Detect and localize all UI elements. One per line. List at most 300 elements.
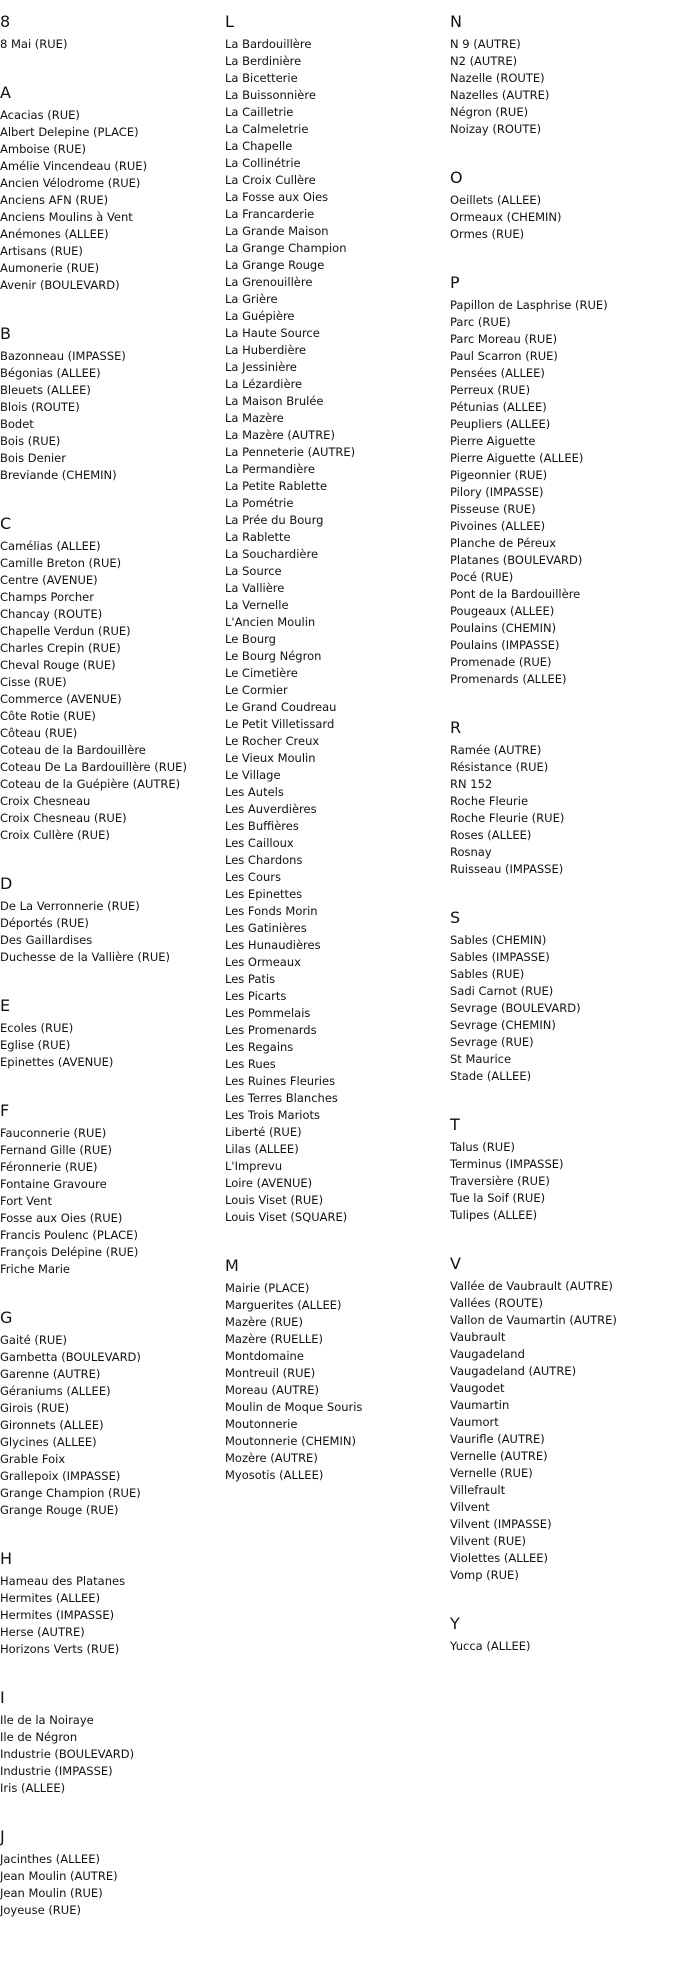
street-item[interactable]: Garenne (AUTRE) [0, 1367, 101, 1381]
street-item[interactable]: Anciens Moulins à Vent [0, 210, 133, 224]
letter-heading: J [0, 1827, 5, 1846]
street-item[interactable]: Pensées (ALLEE) [450, 366, 545, 380]
street-item[interactable]: Chancay (ROUTE) [0, 607, 103, 621]
street-item[interactable]: La Mazère (AUTRE) [225, 428, 335, 442]
street-item[interactable]: Promenards (ALLEE) [450, 672, 567, 686]
letter-heading: N [450, 12, 462, 31]
street-item[interactable]: Vilvent (RUE) [450, 1534, 526, 1548]
street-item[interactable]: Fernand Gille (RUE) [0, 1143, 113, 1157]
street-item[interactable]: Vallées (ROUTE) [450, 1296, 543, 1310]
street-item[interactable]: Nazelles (AUTRE) [450, 88, 550, 102]
street-item[interactable]: Pilory (IMPASSE) [450, 485, 544, 499]
street-item[interactable]: Les Trois Mariots [225, 1108, 321, 1122]
street-item[interactable]: Myosotis (ALLEE) [225, 1468, 324, 1482]
street-item[interactable]: Mairie (PLACE) [225, 1281, 310, 1295]
street-item[interactable]: Cisse (RUE) [0, 675, 67, 689]
street-item[interactable]: La Francarderie [225, 207, 315, 221]
street-item[interactable]: Hermites (IMPASSE) [0, 1608, 115, 1622]
street-item[interactable]: Avenir (BOULEVARD) [0, 278, 120, 292]
street-item[interactable]: Côteau (RUE) [0, 726, 78, 740]
street-item[interactable]: Hameau des Platanes [0, 1574, 126, 1588]
street-item[interactable]: Promenade (RUE) [450, 655, 552, 669]
letter-heading: L [225, 12, 234, 31]
letter-heading: E [0, 996, 11, 1015]
street-item[interactable]: Vallon de Vaumartin (AUTRE) [450, 1313, 617, 1327]
street-item[interactable]: Roses (ALLEE) [450, 828, 532, 842]
street-item[interactable]: La Rablette [225, 530, 291, 544]
street-item[interactable]: La Vallière [225, 581, 285, 595]
street-item[interactable]: Pocé (RUE) [450, 570, 514, 584]
street-item[interactable]: Acacias (RUE) [0, 108, 80, 122]
street-item[interactable]: Pierre Aiguette (ALLEE) [450, 451, 584, 465]
street-item[interactable]: Les Epinettes [225, 887, 303, 901]
street-item[interactable]: Poulains (IMPASSE) [450, 638, 560, 652]
street-item[interactable]: Ruisseau (IMPASSE) [450, 862, 564, 876]
street-item[interactable]: Girois (RUE) [0, 1401, 70, 1415]
street-list [450, 1139, 670, 1224]
index-column-3 [450, 9, 670, 1682]
street-item[interactable]: Sables (CHEMIN) [450, 933, 547, 947]
letter-heading: A [0, 83, 11, 102]
street-item[interactable]: Le Bourg [225, 632, 276, 646]
street-item[interactable]: Liberté (RUE) [225, 1125, 302, 1139]
street-item[interactable]: Chapelle Verdun (RUE) [0, 624, 131, 638]
street-item[interactable]: Négron (RUE) [450, 105, 529, 119]
street-item[interactable]: Tue la Soif (RUE) [450, 1191, 546, 1205]
street-item[interactable]: La Lézardière [225, 377, 303, 391]
street-item[interactable]: Parc (RUE) [450, 315, 511, 329]
street-item[interactable]: Vaumort [450, 1415, 499, 1429]
street-list [450, 192, 670, 243]
street-list [225, 36, 440, 1226]
letter-section [0, 871, 215, 966]
street-item[interactable]: Le Grand Coudreau [225, 700, 337, 714]
street-item[interactable]: Sadi Carnot (RUE) [450, 984, 554, 998]
street-item[interactable]: Poulains (CHEMIN) [450, 621, 557, 635]
street-item[interactable]: Montdomaine [225, 1349, 304, 1363]
street-list [0, 348, 215, 484]
letter-section [450, 1611, 670, 1655]
street-item[interactable]: Les Autels [225, 785, 284, 799]
street-item[interactable]: Vaubrault [450, 1330, 506, 1344]
street-item[interactable]: La Mazère [225, 411, 284, 425]
street-item[interactable]: Vomp (RUE) [450, 1568, 519, 1582]
letter-section [0, 1098, 215, 1278]
street-list [0, 36, 215, 53]
letter-section [450, 1112, 670, 1224]
street-item[interactable]: Vaumartin [450, 1398, 510, 1412]
street-item[interactable]: Oeillets (ALLEE) [450, 193, 542, 207]
street-item[interactable]: Cheval Rouge (RUE) [0, 658, 116, 672]
street-item[interactable]: Le Bourg Négron [225, 649, 322, 663]
street-item[interactable]: Tulipes (ALLEE) [450, 1208, 538, 1222]
street-item[interactable]: La Souchardière [225, 547, 319, 561]
street-item[interactable]: La Fosse aux Oies [225, 190, 329, 204]
street-item[interactable]: Camille Breton (RUE) [0, 556, 122, 570]
street-item[interactable]: Roche Fleurie [450, 794, 529, 808]
street-item[interactable]: Les Buffières [225, 819, 299, 833]
street-list [0, 107, 215, 294]
street-item[interactable]: Grallepoix (IMPASSE) [0, 1469, 121, 1483]
street-item[interactable]: Coteau de la Bardouillère [0, 743, 146, 757]
street-item[interactable]: Blois (ROUTE) [0, 400, 80, 414]
street-item[interactable]: Moutonnerie (CHEMIN) [225, 1434, 356, 1448]
letter-heading: C [0, 514, 12, 533]
letter-section [450, 905, 670, 1085]
street-item[interactable]: Iris (ALLEE) [0, 1781, 66, 1795]
street-item[interactable]: Mazère (RUELLE) [225, 1332, 324, 1346]
street-item[interactable]: St Maurice [450, 1052, 512, 1066]
street-item[interactable]: Pont de la Bardouillère [450, 587, 581, 601]
street-item[interactable]: Amboise (RUE) [0, 142, 86, 156]
street-item[interactable]: Croix Chesneau (RUE) [0, 811, 127, 825]
street-item[interactable]: Platanes (BOULEVARD) [450, 553, 583, 567]
street-item[interactable]: Les Cailloux [225, 836, 294, 850]
letter-heading: I [0, 1688, 5, 1707]
street-item[interactable]: Le Vieux Moulin [225, 751, 316, 765]
street-list [450, 36, 670, 138]
letter-heading: 8 [0, 12, 11, 31]
street-item[interactable]: La Guépière [225, 309, 295, 323]
street-item[interactable]: Moreau (AUTRE) [225, 1383, 320, 1397]
street-item[interactable]: Résistance (RUE) [450, 760, 549, 774]
street-item[interactable]: Déportés (RUE) [0, 916, 89, 930]
street-item[interactable]: La Berdinière [225, 54, 302, 68]
street-item[interactable]: Coteau De La Bardouillère (RUE) [0, 760, 187, 774]
street-item[interactable]: Les Picarts [225, 989, 287, 1003]
street-list [0, 538, 215, 844]
street-item[interactable]: Montreuil (RUE) [225, 1366, 316, 1380]
letter-section [0, 511, 215, 844]
street-item[interactable]: Bois Denier [0, 451, 66, 465]
street-item[interactable]: La Bardouillère [225, 37, 312, 51]
street-item[interactable]: Jean Moulin (AUTRE) [0, 1869, 118, 1883]
street-item[interactable]: Villefrault [450, 1483, 506, 1497]
index-column-2 [225, 9, 440, 1511]
street-item[interactable]: Pierre Aiguette [450, 434, 536, 448]
street-item[interactable]: Les Regains [225, 1040, 294, 1054]
street-item[interactable]: Planche de Péreux [450, 536, 557, 550]
letter-heading: B [0, 324, 11, 343]
street-item[interactable]: Le Cimetière [225, 666, 298, 680]
street-item[interactable]: La Pométrie [225, 496, 294, 510]
street-item[interactable]: Mazère (RUE) [225, 1315, 303, 1329]
street-item[interactable]: Fort Vent [0, 1194, 52, 1208]
street-item[interactable]: Ile de la Noiraye [0, 1713, 94, 1727]
street-item[interactable]: Traversière (RUE) [450, 1174, 550, 1188]
street-item[interactable]: Ormes (RUE) [450, 227, 525, 241]
street-item[interactable]: Pigeonnier (RUE) [450, 468, 548, 482]
street-item[interactable]: Gironnets (ALLEE) [0, 1418, 104, 1432]
street-item[interactable]: Champs Porcher [0, 590, 94, 604]
street-item[interactable]: Jacinthes (ALLEE) [0, 1852, 100, 1866]
street-item[interactable]: Paul Scarron (RUE) [450, 349, 558, 363]
letter-section [0, 1824, 215, 1919]
street-item[interactable]: N 9 (AUTRE) [450, 37, 521, 51]
street-item[interactable]: Terminus (IMPASSE) [450, 1157, 564, 1171]
street-item[interactable]: La Haute Source [225, 326, 320, 340]
street-item[interactable]: Sables (RUE) [450, 967, 525, 981]
street-item[interactable]: Eglise (RUE) [0, 1038, 71, 1052]
street-item[interactable]: Le Petit Villetissard [225, 717, 335, 731]
street-item[interactable]: Louis Viset (SQUARE) [225, 1210, 348, 1224]
street-item[interactable]: Moutonnerie [225, 1417, 298, 1431]
street-item[interactable]: Duchesse de la Vallière (RUE) [0, 950, 171, 964]
street-item[interactable]: La Cailletrie [225, 105, 294, 119]
street-item[interactable]: Lilas (ALLEE) [225, 1142, 299, 1156]
letter-heading: F [0, 1101, 10, 1120]
street-item[interactable]: Vaugadeland [450, 1347, 525, 1361]
street-item[interactable]: Loire (AVENUE) [225, 1176, 313, 1190]
street-list [450, 1638, 670, 1655]
street-item[interactable]: Grange Rouge (RUE) [0, 1503, 119, 1517]
street-list [0, 1125, 215, 1278]
street-item[interactable]: Coteau de la Guépière (AUTRE) [0, 777, 181, 791]
street-item[interactable]: Parc Moreau (RUE) [450, 332, 558, 346]
street-item[interactable]: Les Fonds Morin [225, 904, 318, 918]
street-list [450, 297, 670, 688]
street-item[interactable]: Fontaine Gravoure [0, 1177, 107, 1191]
street-list [0, 1712, 215, 1797]
letter-heading: T [450, 1115, 460, 1134]
street-item[interactable]: Hermites (ALLEE) [0, 1591, 101, 1605]
street-item[interactable]: Yucca (ALLEE) [450, 1639, 531, 1653]
street-list [0, 1851, 215, 1919]
letter-section [0, 80, 215, 294]
street-item[interactable]: Bois (RUE) [0, 434, 61, 448]
street-item[interactable]: Les Terres Blanches [225, 1091, 338, 1105]
letter-section [225, 1253, 440, 1484]
street-item[interactable]: La Grange Champion [225, 241, 347, 255]
street-item[interactable]: Artisans (RUE) [0, 244, 83, 258]
letter-section [450, 9, 670, 138]
street-item[interactable]: Francis Poulenc (PLACE) [0, 1228, 138, 1242]
street-item[interactable]: Sevrage (CHEMIN) [450, 1018, 556, 1032]
street-item[interactable]: La Bicetterie [225, 71, 298, 85]
street-item[interactable]: N2 (AUTRE) [450, 54, 518, 68]
street-item[interactable]: Stade (ALLEE) [450, 1069, 532, 1083]
letter-heading: V [450, 1254, 461, 1273]
street-item[interactable]: Talus (RUE) [450, 1140, 515, 1154]
street-item[interactable]: La Penneterie (AUTRE) [225, 445, 356, 459]
letter-heading: S [450, 908, 461, 927]
street-item[interactable]: Bleuets (ALLEE) [0, 383, 91, 397]
street-item[interactable]: Grange Champion (RUE) [0, 1486, 141, 1500]
street-item[interactable]: La Prée du Bourg [225, 513, 324, 527]
letter-heading: H [0, 1549, 13, 1568]
street-item[interactable]: Papillon de Lasphrise (RUE) [450, 298, 608, 312]
street-item[interactable]: Camélias (ALLEE) [0, 539, 101, 553]
street-item[interactable]: De La Verronnerie (RUE) [0, 899, 140, 913]
street-item[interactable]: François Delépine (RUE) [0, 1245, 139, 1259]
letter-section [450, 165, 670, 243]
letter-heading: P [450, 273, 460, 292]
street-item[interactable]: L'Imprevu [225, 1159, 283, 1173]
street-item[interactable]: Les Auverdières [225, 802, 317, 816]
street-list [0, 898, 215, 966]
letter-section [0, 993, 215, 1071]
street-item[interactable]: La Chapelle [225, 139, 293, 153]
street-item[interactable]: La Grenouillère [225, 275, 313, 289]
index-column-1 [0, 9, 215, 1946]
street-item[interactable]: Ramée (AUTRE) [450, 743, 542, 757]
street-item[interactable]: Les Chardons [225, 853, 303, 867]
street-item[interactable]: Vernelle (RUE) [450, 1466, 533, 1480]
street-item[interactable]: Aumonerie (RUE) [0, 261, 100, 275]
street-item[interactable]: Moulin de Moque Souris [225, 1400, 363, 1414]
street-item[interactable]: La Grange Rouge [225, 258, 325, 272]
street-item[interactable]: Le Village [225, 768, 281, 782]
street-item[interactable]: La Collinétrie [225, 156, 301, 170]
street-item[interactable]: Albert Delepine (PLACE) [0, 125, 139, 139]
street-item[interactable]: La Jessinière [225, 360, 297, 374]
letter-heading: R [450, 718, 462, 737]
street-item[interactable]: Pisseuse (RUE) [450, 502, 536, 516]
street-list [0, 1332, 215, 1519]
street-item[interactable]: Pétunias (ALLEE) [450, 400, 547, 414]
street-item[interactable]: Breviande (CHEMIN) [0, 468, 117, 482]
street-item[interactable]: Mozère (AUTRE) [225, 1451, 318, 1465]
street-item[interactable]: La Buissonnière [225, 88, 316, 102]
street-list [0, 1573, 215, 1658]
street-list [450, 1278, 670, 1584]
letter-heading: Y [450, 1614, 460, 1633]
street-item[interactable]: Croix Cullère (RUE) [0, 828, 110, 842]
street-item[interactable]: Amélie Vincendeau (RUE) [0, 159, 148, 173]
street-item[interactable]: Ormeaux (CHEMIN) [450, 210, 562, 224]
letter-section [0, 9, 215, 53]
street-item[interactable]: Joyeuse (RUE) [0, 1903, 81, 1917]
street-item[interactable]: Jean Moulin (RUE) [0, 1886, 103, 1900]
street-item[interactable]: Noizay (ROUTE) [450, 122, 542, 136]
street-item[interactable]: 8 Mai (RUE) [0, 37, 68, 51]
street-item[interactable]: La Permandière [225, 462, 315, 476]
street-item[interactable]: Vilvent [450, 1500, 490, 1514]
street-item[interactable]: La Source [225, 564, 282, 578]
street-item[interactable]: Peupliers (ALLEE) [450, 417, 551, 431]
street-item[interactable]: Violettes (ALLEE) [450, 1551, 549, 1565]
street-item[interactable]: Géraniums (ALLEE) [0, 1384, 111, 1398]
street-item[interactable]: La Croix Cullère [225, 173, 316, 187]
street-item[interactable]: Ile de Négron [0, 1730, 78, 1744]
street-item[interactable]: Bodet [0, 417, 34, 431]
street-item[interactable]: Herse (AUTRE) [0, 1625, 85, 1639]
street-list [225, 1280, 440, 1484]
street-item[interactable]: Sevrage (BOULEVARD) [450, 1001, 581, 1015]
street-item[interactable]: La Huberdière [225, 343, 307, 357]
street-item[interactable]: Fauconnerie (RUE) [0, 1126, 107, 1140]
street-item[interactable]: Grable Foix [0, 1452, 66, 1466]
street-item[interactable]: Anémones (ALLEE) [0, 227, 109, 241]
street-item[interactable]: Marguerites (ALLEE) [225, 1298, 342, 1312]
street-item[interactable]: Sables (IMPASSE) [450, 950, 550, 964]
street-item[interactable]: Vilvent (IMPASSE) [450, 1517, 552, 1531]
street-item[interactable]: Des Gaillardises [0, 933, 93, 947]
street-item[interactable]: Les Gatinières [225, 921, 307, 935]
street-item[interactable]: Anciens AFN (RUE) [0, 193, 109, 207]
street-item[interactable]: Les Pommelais [225, 1006, 311, 1020]
street-item[interactable]: La Petite Rablette [225, 479, 328, 493]
street-item[interactable]: Industrie (BOULEVARD) [0, 1747, 135, 1761]
street-list [450, 742, 670, 878]
street-item[interactable]: Le Cormier [225, 683, 288, 697]
street-item[interactable]: RN 152 [450, 777, 493, 791]
street-item[interactable]: Horizons Verts (RUE) [0, 1642, 120, 1656]
street-list [450, 932, 670, 1085]
street-item[interactable]: La Vernelle [225, 598, 289, 612]
street-item[interactable]: Gambetta (BOULEVARD) [0, 1350, 141, 1364]
street-item[interactable]: Epinettes (AVENUE) [0, 1055, 114, 1069]
street-item[interactable]: La Calmeletrie [225, 122, 309, 136]
letter-section [0, 1546, 215, 1658]
letter-section [450, 270, 670, 688]
street-item[interactable]: Centre (AVENUE) [0, 573, 98, 587]
letter-heading: D [0, 874, 13, 893]
letter-section [0, 1305, 215, 1519]
street-item[interactable]: Vaurifle (AUTRE) [450, 1432, 545, 1446]
letter-section [0, 1685, 215, 1797]
letter-section [450, 715, 670, 878]
street-item[interactable]: Charles Crepin (RUE) [0, 641, 121, 655]
street-item[interactable]: Pivoines (ALLEE) [450, 519, 546, 533]
street-item[interactable]: Les Cours [225, 870, 282, 884]
letter-heading: G [0, 1308, 13, 1327]
letter-heading: O [450, 168, 463, 187]
letter-section [0, 321, 215, 484]
street-item[interactable]: Gaité (RUE) [0, 1333, 68, 1347]
letter-section [450, 1251, 670, 1584]
street-item[interactable]: Bazonneau (IMPASSE) [0, 349, 126, 363]
street-item[interactable]: Industrie (IMPASSE) [0, 1764, 113, 1778]
street-item[interactable]: Pougeaux (ALLEE) [450, 604, 555, 618]
street-item[interactable]: Perreux (RUE) [450, 383, 531, 397]
street-item[interactable]: La Maison Brulée [225, 394, 324, 408]
street-item[interactable]: Bégonias (ALLEE) [0, 366, 101, 380]
letter-heading: M [225, 1256, 239, 1275]
street-item[interactable]: Ecoles (RUE) [0, 1021, 74, 1035]
letter-section [225, 9, 440, 1226]
street-item[interactable]: Ancien Vélodrome (RUE) [0, 176, 141, 190]
street-item[interactable]: Fosse aux Oies (RUE) [0, 1211, 123, 1225]
street-item[interactable]: Les Ormeaux [225, 955, 301, 969]
street-item[interactable]: Les Ruines Fleuries [225, 1074, 336, 1088]
street-item[interactable]: L'Ancien Moulin [225, 615, 316, 629]
street-item[interactable]: Nazelle (ROUTE) [450, 71, 545, 85]
street-item[interactable]: Vallée de Vaubrault (AUTRE) [450, 1279, 613, 1293]
street-item[interactable]: Vernelle (AUTRE) [450, 1449, 548, 1463]
street-item[interactable]: Louis Viset (RUE) [225, 1193, 324, 1207]
street-item[interactable]: Commerce (AVENUE) [0, 692, 122, 706]
street-item[interactable]: Le Rocher Creux [225, 734, 320, 748]
street-item[interactable]: Friche Marie [0, 1262, 71, 1276]
street-item[interactable]: Vaugodet [450, 1381, 505, 1395]
street-item[interactable]: Les Patis [225, 972, 276, 986]
street-list [0, 1020, 215, 1071]
street-item[interactable]: Côte Rotie (RUE) [0, 709, 96, 723]
street-item[interactable]: Glycines (ALLEE) [0, 1435, 97, 1449]
street-item[interactable]: Les Hunaudières [225, 938, 321, 952]
street-item[interactable]: La Grière [225, 292, 278, 306]
street-item[interactable]: Les Promenards [225, 1023, 317, 1037]
street-item[interactable]: Féronnerie (RUE) [0, 1160, 98, 1174]
street-item[interactable]: Les Rues [225, 1057, 276, 1071]
street-item[interactable]: Vaugadeland (AUTRE) [450, 1364, 577, 1378]
street-item[interactable]: Croix Chesneau [0, 794, 91, 808]
street-item[interactable]: La Grande Maison [225, 224, 329, 238]
street-item[interactable]: Rosnay [450, 845, 492, 859]
street-item[interactable]: Sevrage (RUE) [450, 1035, 534, 1049]
street-item[interactable]: Roche Fleurie (RUE) [450, 811, 565, 825]
